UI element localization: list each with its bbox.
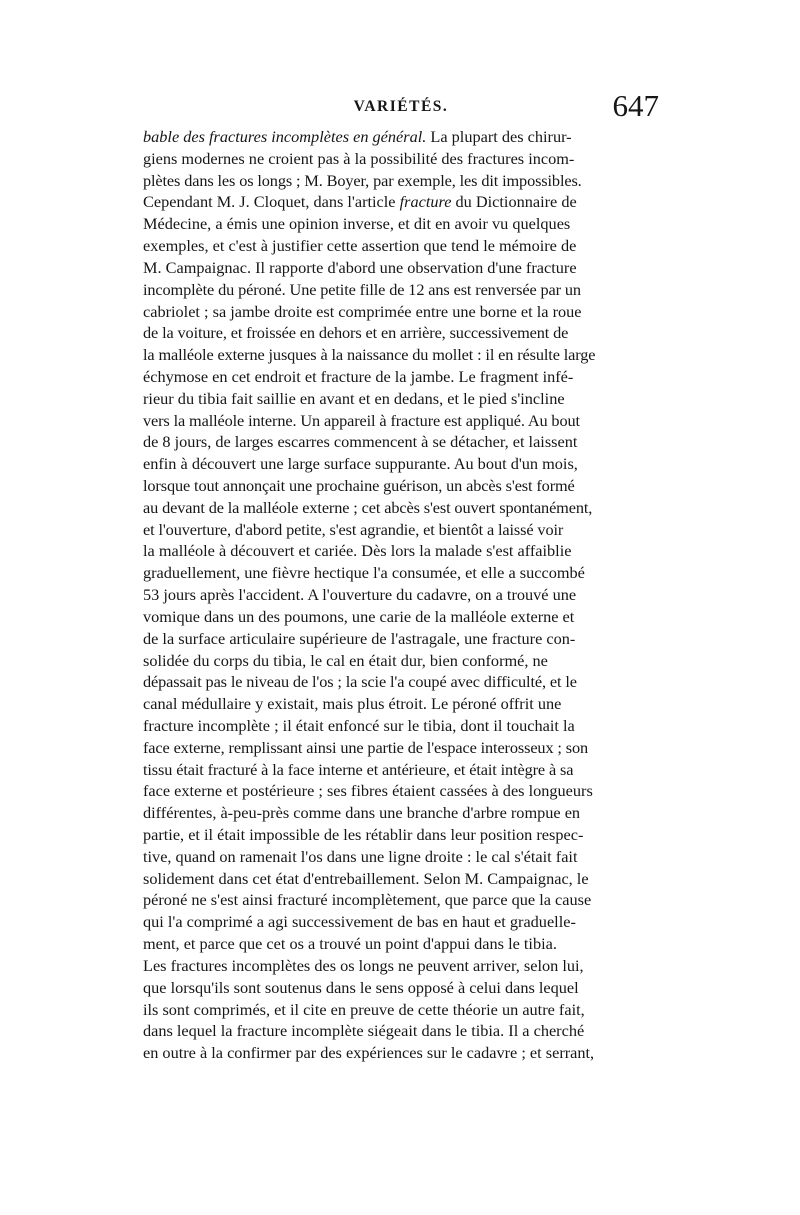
text-line: vomique dans un des poumons, une carie de la malléole externe et (143, 606, 575, 626)
text-line: en outre à la confirmer par des expériences sur le cadavre ; et serrant, (143, 1043, 595, 1063)
text-fragment: du Dictionnaire de (451, 192, 577, 212)
text-line: différentes, à-peu-près comme dans une branche d'arbre rompue en (143, 803, 581, 823)
text-line: échymose en cet endroit et fracture de la jambe. Le fragment infé- (143, 366, 574, 386)
running-header (143, 88, 659, 128)
text-line: M. Campaignac. Il rapporte d'abord une observation d'une fracture (143, 257, 577, 277)
text-line: que lorsqu'ils sont soutenus dans le sens opposé à celui dans lequel (143, 977, 579, 997)
text-line: lorsque tout annonçait une prochaine guérison, un abcès s'est formé (143, 476, 575, 495)
text-line: face externe, remplissant ainsi une partie de l'espace interosseux ; son (143, 737, 589, 757)
italic-phrase: bable des fractures incomplètes en général. (143, 127, 427, 146)
text-line (143, 191, 659, 213)
text-line: ment, et parce que cet os a trouvé un point d'appui dans le tibia. (143, 934, 557, 954)
text-line: plètes dans les os longs ; M. Boyer, par exemple, les dit impossibles. (143, 170, 582, 190)
text-line: enfin à découvert une large surface suppurante. Au bout d'un mois, (143, 454, 578, 474)
text-line: tissu était fracturé à la face interne et antérieure, et était intègre à sa (143, 759, 574, 779)
text-fragment: La plupart des chirur- (426, 127, 572, 146)
text-line: giens modernes ne croient pas à la possibilité des fractures incom- (143, 148, 575, 168)
body-text (143, 126, 659, 1064)
text-line: solidement dans cet état d'entrebaillement. Selon M. Campaignac, le (143, 868, 589, 888)
text-line: exemples, et c'est à justifier cette assertion que tend le mémoire de (143, 236, 577, 256)
section-title: VARIÉTÉS. (353, 98, 449, 115)
text-line: fracture incomplète ; il était enfoncé sur le tibia, dont il touchait la (143, 715, 575, 735)
text-line: dans lequel la fracture incomplète siégeait dans le tibia. Il a cherché (143, 1021, 585, 1041)
text-line: et l'ouverture, d'abord petite, s'est agrandie, et bientôt a laissé voir (143, 519, 564, 539)
text-line: cabriolet ; sa jambe droite est comprimée entre une borne et la roue (143, 301, 582, 321)
text-line: la malléole à découvert et cariée. Dès lors la malade s'est affaiblie (143, 541, 572, 561)
text-line: de 8 jours, de larges escarres commencent à se détacher, et laissent (143, 432, 578, 452)
text-line: rieur du tibia fait saillie en avant et en dedans, et le pied s'incline (143, 388, 565, 408)
text-line: la malléole externe jusques à la naissance du mollet : il en résulte large (143, 345, 596, 365)
text-line: tive, quand on ramenait l'os dans une ligne droite : le cal s'était fait (143, 846, 578, 866)
page-number: 647 (612, 88, 659, 123)
text-line: 53 jours après l'accident. A l'ouverture du cadavre, on a trouvé une (143, 585, 577, 605)
text-line (143, 126, 659, 148)
text-line: incomplète du péroné. Une petite fille de 12 ans est renversée par un (143, 279, 581, 299)
text-line: solidée du corps du tibia, le cal en était dur, bien conformé, ne (143, 650, 548, 670)
text-line: de la voiture, et froissée en dehors et en arrière, successivement de (143, 323, 569, 343)
text-line: vers la malléole interne. Un appareil à fracture est appliqué. Au bout (143, 410, 580, 430)
text-line: au devant de la malléole externe ; cet abcès s'est ouvert spontanément, (143, 497, 593, 517)
text-line: ils sont comprimés, et il cite en preuve de cette théorie un autre fait, (143, 999, 585, 1019)
text-line: dépassait pas le niveau de l'os ; la scie l'a coupé avec difficulté, et le (143, 672, 577, 692)
text-fragment: Cependant M. J. Cloquet, dans l'article (143, 192, 400, 212)
text-line: graduellement, une fièvre hectique l'a consumée, et elle a succombé (143, 563, 585, 583)
text-line: péroné ne s'est ainsi fracturé incomplètement, que parce que la cause (143, 890, 592, 910)
text-line: Médecine, a émis une opinion inverse, et dit en avoir vu quelques (143, 214, 571, 234)
text-line: qui l'a comprimé a agi successivement de bas en haut et graduelle- (143, 912, 576, 932)
text-line: de la surface articulaire supérieure de l'astragale, une fracture con- (143, 628, 576, 648)
text-line: Les fractures incomplètes des os longs ne peuvent arriver, selon lui, (143, 955, 584, 975)
text-line: face externe et postérieure ; ses fibres étaient cassées à des longueurs (143, 781, 593, 801)
text-line: partie, et il était impossible de les rétablir dans leur position respec- (143, 825, 584, 844)
text-line: canal médullaire y existait, mais plus étroit. Le péroné offrit une (143, 694, 562, 714)
italic-term: fracture (399, 192, 452, 212)
